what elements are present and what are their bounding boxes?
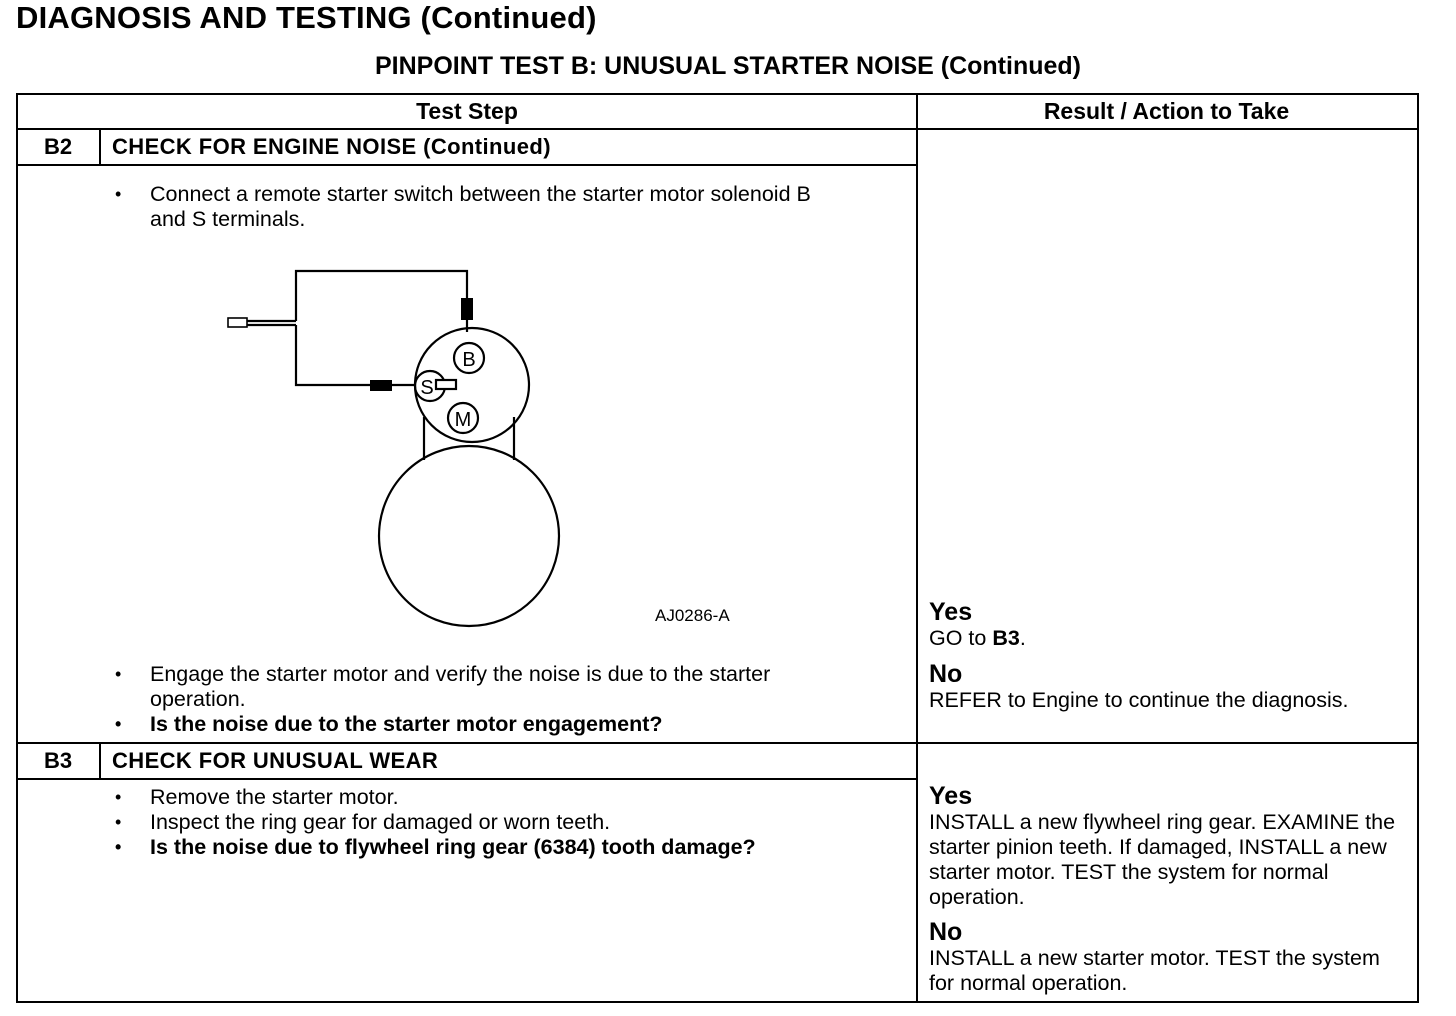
list-item: • Engage the starter motor and verify the noise is due to the starter operation.: [113, 662, 828, 712]
header-result: Result / Action to Take: [1043, 98, 1290, 124]
page-title: DIAGNOSIS AND TESTING (Continued): [16, 0, 597, 35]
step-title: CHECK FOR UNUSUAL WEAR: [112, 748, 439, 773]
starter-remote-switch-diagram-icon: [200, 258, 580, 638]
result-action: REFER to Engine to continue the diagnosis.: [929, 688, 1349, 712]
result-label: Yes: [929, 782, 973, 810]
step-id: B2: [43, 134, 73, 159]
result-action: GO to B3.: [929, 626, 1026, 650]
result-label: No: [929, 660, 963, 688]
terminal-m-label: M: [454, 409, 472, 431]
list-item: • Inspect the ring gear for damaged or worn teeth.: [113, 810, 903, 835]
step-id: B3: [43, 748, 73, 773]
step-instructions: [113, 662, 828, 737]
step-instructions: [113, 785, 903, 860]
rule: [916, 93, 918, 1001]
terminal-s-label: S: [420, 377, 434, 399]
result-no: [929, 918, 1404, 996]
result-action: INSTALL a new starter motor. TEST the system for normal operation.: [929, 946, 1380, 995]
list-item: • Connect a remote starter switch between the starter motor solenoid B and S terminals.: [113, 182, 823, 232]
step-title: CHECK FOR ENGINE NOISE (Continued): [112, 134, 551, 159]
rule: [99, 742, 101, 780]
result-yes: [929, 782, 1404, 910]
result-label: No: [929, 918, 963, 946]
list-item: • Is the noise due to the starter motor engagement?: [113, 712, 828, 737]
rule: [16, 742, 1419, 744]
starter-diagram-figure: [200, 258, 580, 638]
table-title: PINPOINT TEST B: UNUSUAL STARTER NOISE (Continued): [374, 52, 1081, 80]
rule: [16, 128, 1419, 130]
rule: [16, 164, 918, 166]
result-label: Yes: [929, 598, 973, 626]
step-instructions: [113, 182, 823, 232]
rule: [16, 778, 918, 780]
list-item: • Is the noise due to flywheel ring gear (6384) tooth damage?: [113, 835, 903, 860]
result-no: [929, 660, 1349, 713]
result-action: INSTALL a new flywheel ring gear. EXAMINE the starter pinion teeth. If damaged, INSTALL a new starter motor. TEST the system for normal operation.: [929, 810, 1396, 909]
terminal-b-label: B: [462, 349, 476, 371]
figure-code: AJ0286-A: [655, 606, 730, 625]
list-item: • Remove the starter motor.: [113, 785, 903, 810]
result-yes: [929, 598, 1399, 651]
rule: [99, 128, 101, 166]
header-test-step: Test Step: [416, 98, 518, 124]
